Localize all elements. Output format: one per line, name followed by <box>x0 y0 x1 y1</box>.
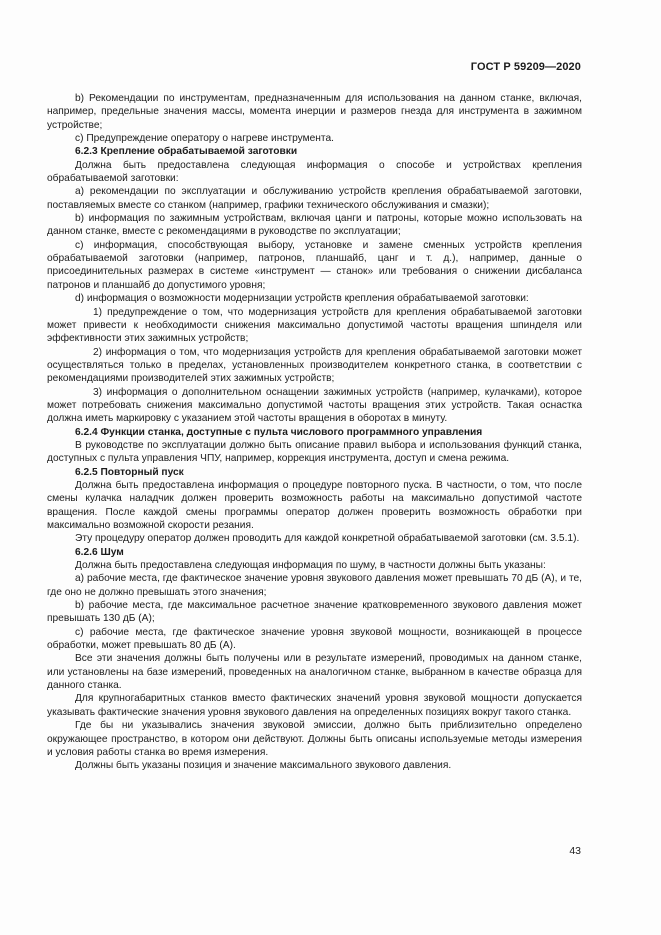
body-paragraph: В руководстве по эксплуатации должно быть описание правил выбора и использования функций станка, доступных с пульта управления ЧПУ, например, коррекция инструмента, доступ и смена режима. <box>47 439 582 465</box>
body-paragraph: Где бы ни указывались значения звуковой эмиссии, должно быть приблизительно определено окружающее пространство, в котором они действуют. Должны быть описаны используемые методы измерения и условия работы станка во время измерения. <box>47 720 582 758</box>
section-heading: 6.2.5 Повторный пуск <box>75 466 184 478</box>
document-body <box>47 92 582 773</box>
body-paragraph: b) рабочие места, где максимальное расчетное значение кратковременного звукового давления может превышать 130 дБ (А); <box>47 600 582 625</box>
body-paragraph: Должна быть предоставлена следующая информация по шуму, в частности должны быть указаны: <box>75 560 546 572</box>
body-paragraph: Должна быть предоставлена информация о процедуре повторного пуска. В частности, о том, что после смены кулачка наладчик должен проверить возможность работы на максимально допустимой частоте вращения. После каждой смены программы оператор должен проверить возможность обработки при максимально возможной скорости резания. <box>47 479 582 531</box>
sub-list-item: 3) информация о дополнительном оснащении зажимных устройств (например, кулачками), которое может потребовать снижения максимально допустимой частоты вращения этих устройств. Такая оснастка должна иметь маркировку с указанием этой частоты вращения в оборотах в минуту. <box>47 386 582 425</box>
body-paragraph: a) рабочие места, где фактическое значение уровня звукового давления может превышать 70 дБ (А), и те, где оно не должно превышать этого значения; <box>47 573 582 598</box>
section-heading: 6.2.6 Шум <box>75 546 124 558</box>
body-paragraph: b) информация по зажимным устройствам, включая цанги и патроны, которые можно использовать на данном станке, вместе с рекомендациями в руководстве по эксплуатации; <box>47 213 582 238</box>
document-standard-number: ГОСТ Р 59209—2020 <box>470 61 581 73</box>
body-paragraph: Эту процедуру оператор должен проводить для каждой конкретной обрабатываемой заготовки (см. 3.5.1). <box>75 533 580 545</box>
body-paragraph: c) рабочие места, где фактическое значение уровня звуковой мощности, возникающей в процессе обработки, может превышать 80 дБ (А). <box>47 626 582 652</box>
body-paragraph: a) рекомендации по эксплуатации и обслуживанию устройств крепления обрабатываемой заготовки, поставляемых вместе со станком (например, графики технического обслуживания и смазки); <box>47 186 582 211</box>
sub-list-item: 2) информация о том, что модернизация устройств для крепления обрабатываемой заготовки может осуществляться только в пределах, установленных производителем конкретного станка, в соответствии с рекомендациями производителей этих зажимных устройств; <box>47 346 582 385</box>
body-paragraph: Должна быть предоставлена следующая информация о способе и устройствах крепления обрабатываемой заготовки: <box>47 159 582 185</box>
body-paragraph: Для крупногабаритных станков вместо фактических значений уровня звуковой мощности допускается указывать фактические значения уровня звукового давления на определенных позициях вокруг такого станка. <box>47 693 582 718</box>
section-heading: 6.2.3 Крепление обрабатываемой заготовки <box>75 146 298 158</box>
body-paragraph: c) Предупреждение оператору о нагреве инструмента. <box>75 133 334 145</box>
sub-list-item: 1) предупреждение о том, что модернизация устройств для крепления обрабатываемой заготовки может привести к необходимости снижения максимально допустимой частоты вращения шпинделя или эффективности этих зажимных устройств; <box>47 306 582 345</box>
body-paragraph: b) Рекомендации по инструментам, предназначенным для использования на данном станке, включая, например, предельные значения массы, момента инерции и размеров гнезда для инструмента в зажимном устройстве; <box>47 93 582 131</box>
section-heading: 6.2.4 Функции станка, доступные с пульта числового программного управления <box>75 426 483 438</box>
body-paragraph: d) информация о возможности модернизации устройств крепления обрабатываемой заготовки: <box>75 293 529 305</box>
body-paragraph: Все эти значения должны быть получены или в результате измерений, проводимых на данном станке, или установлены на базе измерений, проведенных на аналогичном станке, выбранном в качестве образца для данного станка. <box>47 653 582 692</box>
body-paragraph: Должны быть указаны позиция и значение максимального звукового давления. <box>75 760 452 772</box>
page-number: 43 <box>569 845 581 857</box>
body-paragraph: c) информация, способствующая выбору, установке и замене сменных устройств крепления обрабатываемой заготовки (например, патронов, планшайб, цанг и т. д.), например, данные о присоединительных размерах в системе «инструмент — станок» или требования о снижении дисбаланса патронов и планшайб до допустимого уровня; <box>47 239 582 291</box>
